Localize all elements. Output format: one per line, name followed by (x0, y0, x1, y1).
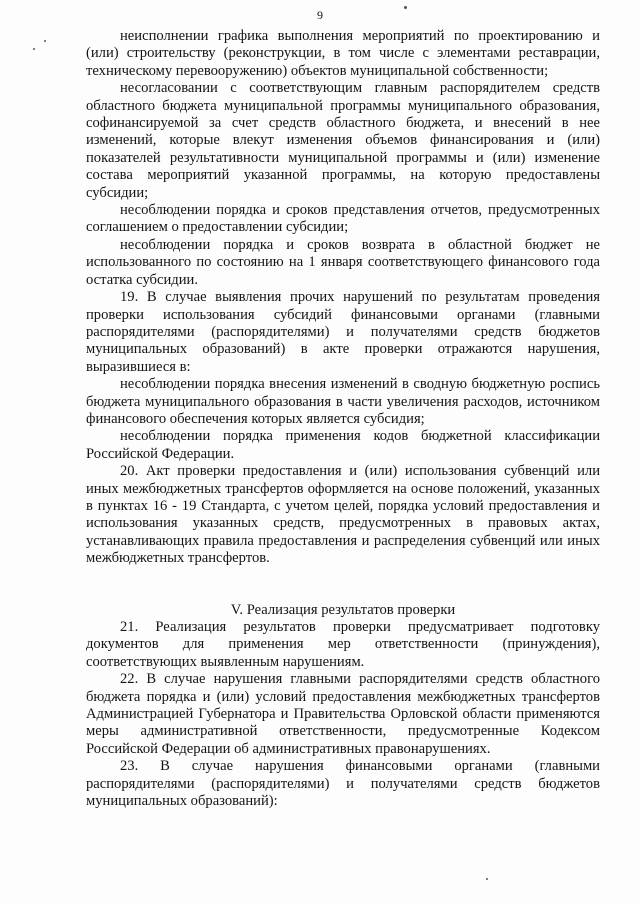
paragraph-clause-20: 20. Акт проверки предоставления и (или) использования субвенций или иных межбюджетных трансфертов оформляется на основе положений, указанных в пунктах 16 - 19 Стандарта, с учетом целей, порядка условий предоставления и использования указанных средств, предусмотренных в правовых актах, устанавливающих правила предоставления и распределения субвенций или иных межбюджетных трансфертов. (86, 463, 600, 567)
paragraph: несогласовании с соответствующим главным распорядителем средств областного бюджета муниципальной программы муниципального образования, софинансируемой за счет средств областного бюджета, и внесений в нее изменений, которые влекут изменения объемов финансирования и (или) показателей результативности муниципальной программы и (или) изменение состава мероприятий указанной программы, на которую предоставлены субсидии; (86, 80, 600, 201)
document-body (86, 28, 600, 810)
paragraph: несоблюдении порядка и сроков возврата в областной бюджет не использованного по состоянию на 1 января соответствующего финансового года остатка субсидии. (86, 236, 600, 288)
scan-speck (44, 40, 46, 42)
paragraph: несоблюдении порядка внесения изменений в сводную бюджетную роспись бюджета муниципального образования в части увеличения расходов, источником финансового обеспечения которых является субсидия; (86, 376, 600, 427)
page-number: 9 (317, 8, 323, 22)
scan-speck (33, 48, 35, 50)
paragraph-clause-21: 21. Реализация результатов проверки предусматривает подготовку документов для применения мер ответственности (принуждения), соответствующих выявленным нарушениям. (86, 619, 600, 670)
paragraph-clause-19: 19. В случае выявления прочих нарушений по результатам проведения проверки использования субсидий финансовыми органами (главными распорядителями (распорядителями) и получателями средств бюджетов муниципальных образований) в акте проверки отражаются нарушения, выразившиеся в: (86, 289, 600, 375)
scan-speck (486, 878, 488, 880)
paragraph: несоблюдении порядка и сроков представления отчетов, предусмотренных соглашением о предоставлении субсидии; (86, 202, 600, 236)
paragraph: неисполнении графика выполнения мероприятий по проектированию и (или) строительству (реконструкции, в том числе с элементами реставрации, техническому перевооружению) объектов муниципальной собственности; (86, 28, 600, 79)
paragraph: несоблюдении порядка применения кодов бюджетной классификации Российской Федерации. (86, 428, 600, 462)
section-title: V. Реализация результатов проверки (230, 601, 456, 618)
paragraph-clause-22: 22. В случае нарушения главными распорядителями средств областного бюджета порядка и (или) условий предоставления межбюджетных трансфертов Администрацией Губернатора и Правительства Орловской области применяются меры административной ответственности, предусмотренные Кодексом Российской Федерации об административных правонарушениях. (86, 671, 600, 757)
scan-speck (404, 6, 407, 9)
paragraph-clause-23: 23. В случае нарушения финансовыми органами (главными распорядителями (распорядителями) и получателями средств бюджетов муниципальных образований): (86, 758, 600, 810)
